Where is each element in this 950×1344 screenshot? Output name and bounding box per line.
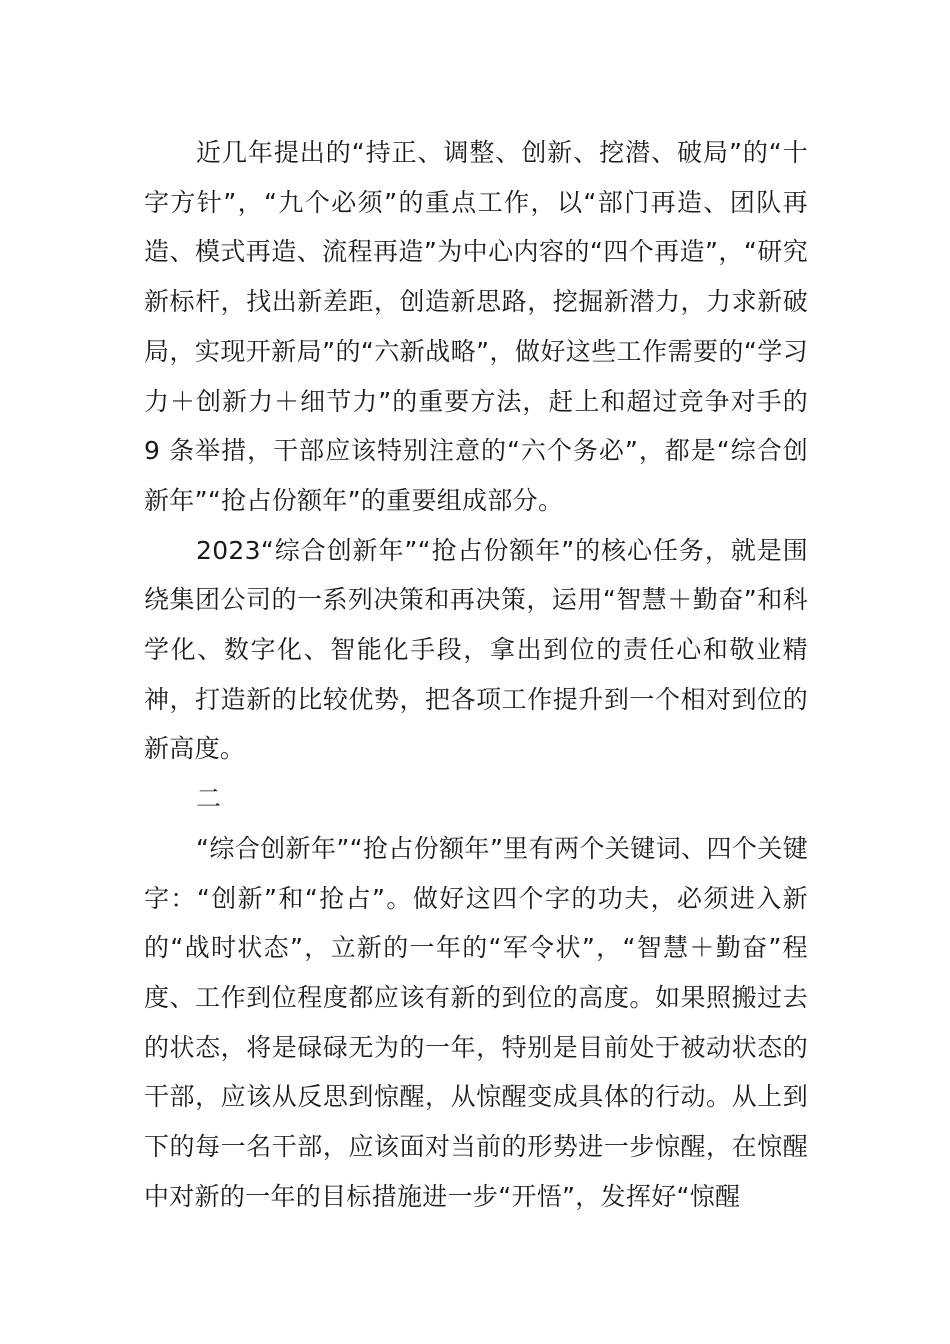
paragraph-2: 2023“综合创新年”“抢占份额年”的核心任务，就是围绕集团公司的一系列决策和再决策，运用“智慧＋勤奋”和科学化、数字化、智能化手段，拿出到位的责任心和敬业精神，打造新的比较优势，把各项工作提升到一个相对到位的新高度。 xyxy=(144,535,808,764)
document-body xyxy=(144,128,808,1221)
paragraph-1: 近几年提出的“持正、调整、创新、挖潜、破局”的“十字方针”，“九个必须”的重点工作，以“部门再造、团队再造、模式再造、流程再造”为中心内容的“四个再造”，“研究新标杆，找出新差距，创造新思路，挖掘新潜力，力求新破局，实现开新局”的“六新战略”，做好这些工作需要的“学习力＋创新力＋细节力”的重要方法，赶上和超过竞争对手的 9 条举措，干部应该特别注意的“六个务必”，都是“综合创新年”“抢占份额年”的重要组成部分。 xyxy=(144,138,808,515)
section-heading-two: 二 xyxy=(196,784,222,814)
paragraph-3: “综合创新年”“抢占份额年”里有两个关键词、四个关键字：“创新”和“抢占”。做好这四个字的功夫，必须进入新的“战时状态”，立新的一年的“军令状”，“智慧＋勤奋”程度、工作到位程度都应该有新的到位的高度。如果照搬过去的状态，将是碌碌无为的一年，特别是目前处于被动状态的干部，应该从反思到惊醒，从惊醒变成具体的行动。从上到下的每一名干部，应该面对当前的形势进一步惊醒，在惊醒中对新的一年的目标措施进一步“开悟”，发挥好“惊醒 xyxy=(144,833,808,1211)
